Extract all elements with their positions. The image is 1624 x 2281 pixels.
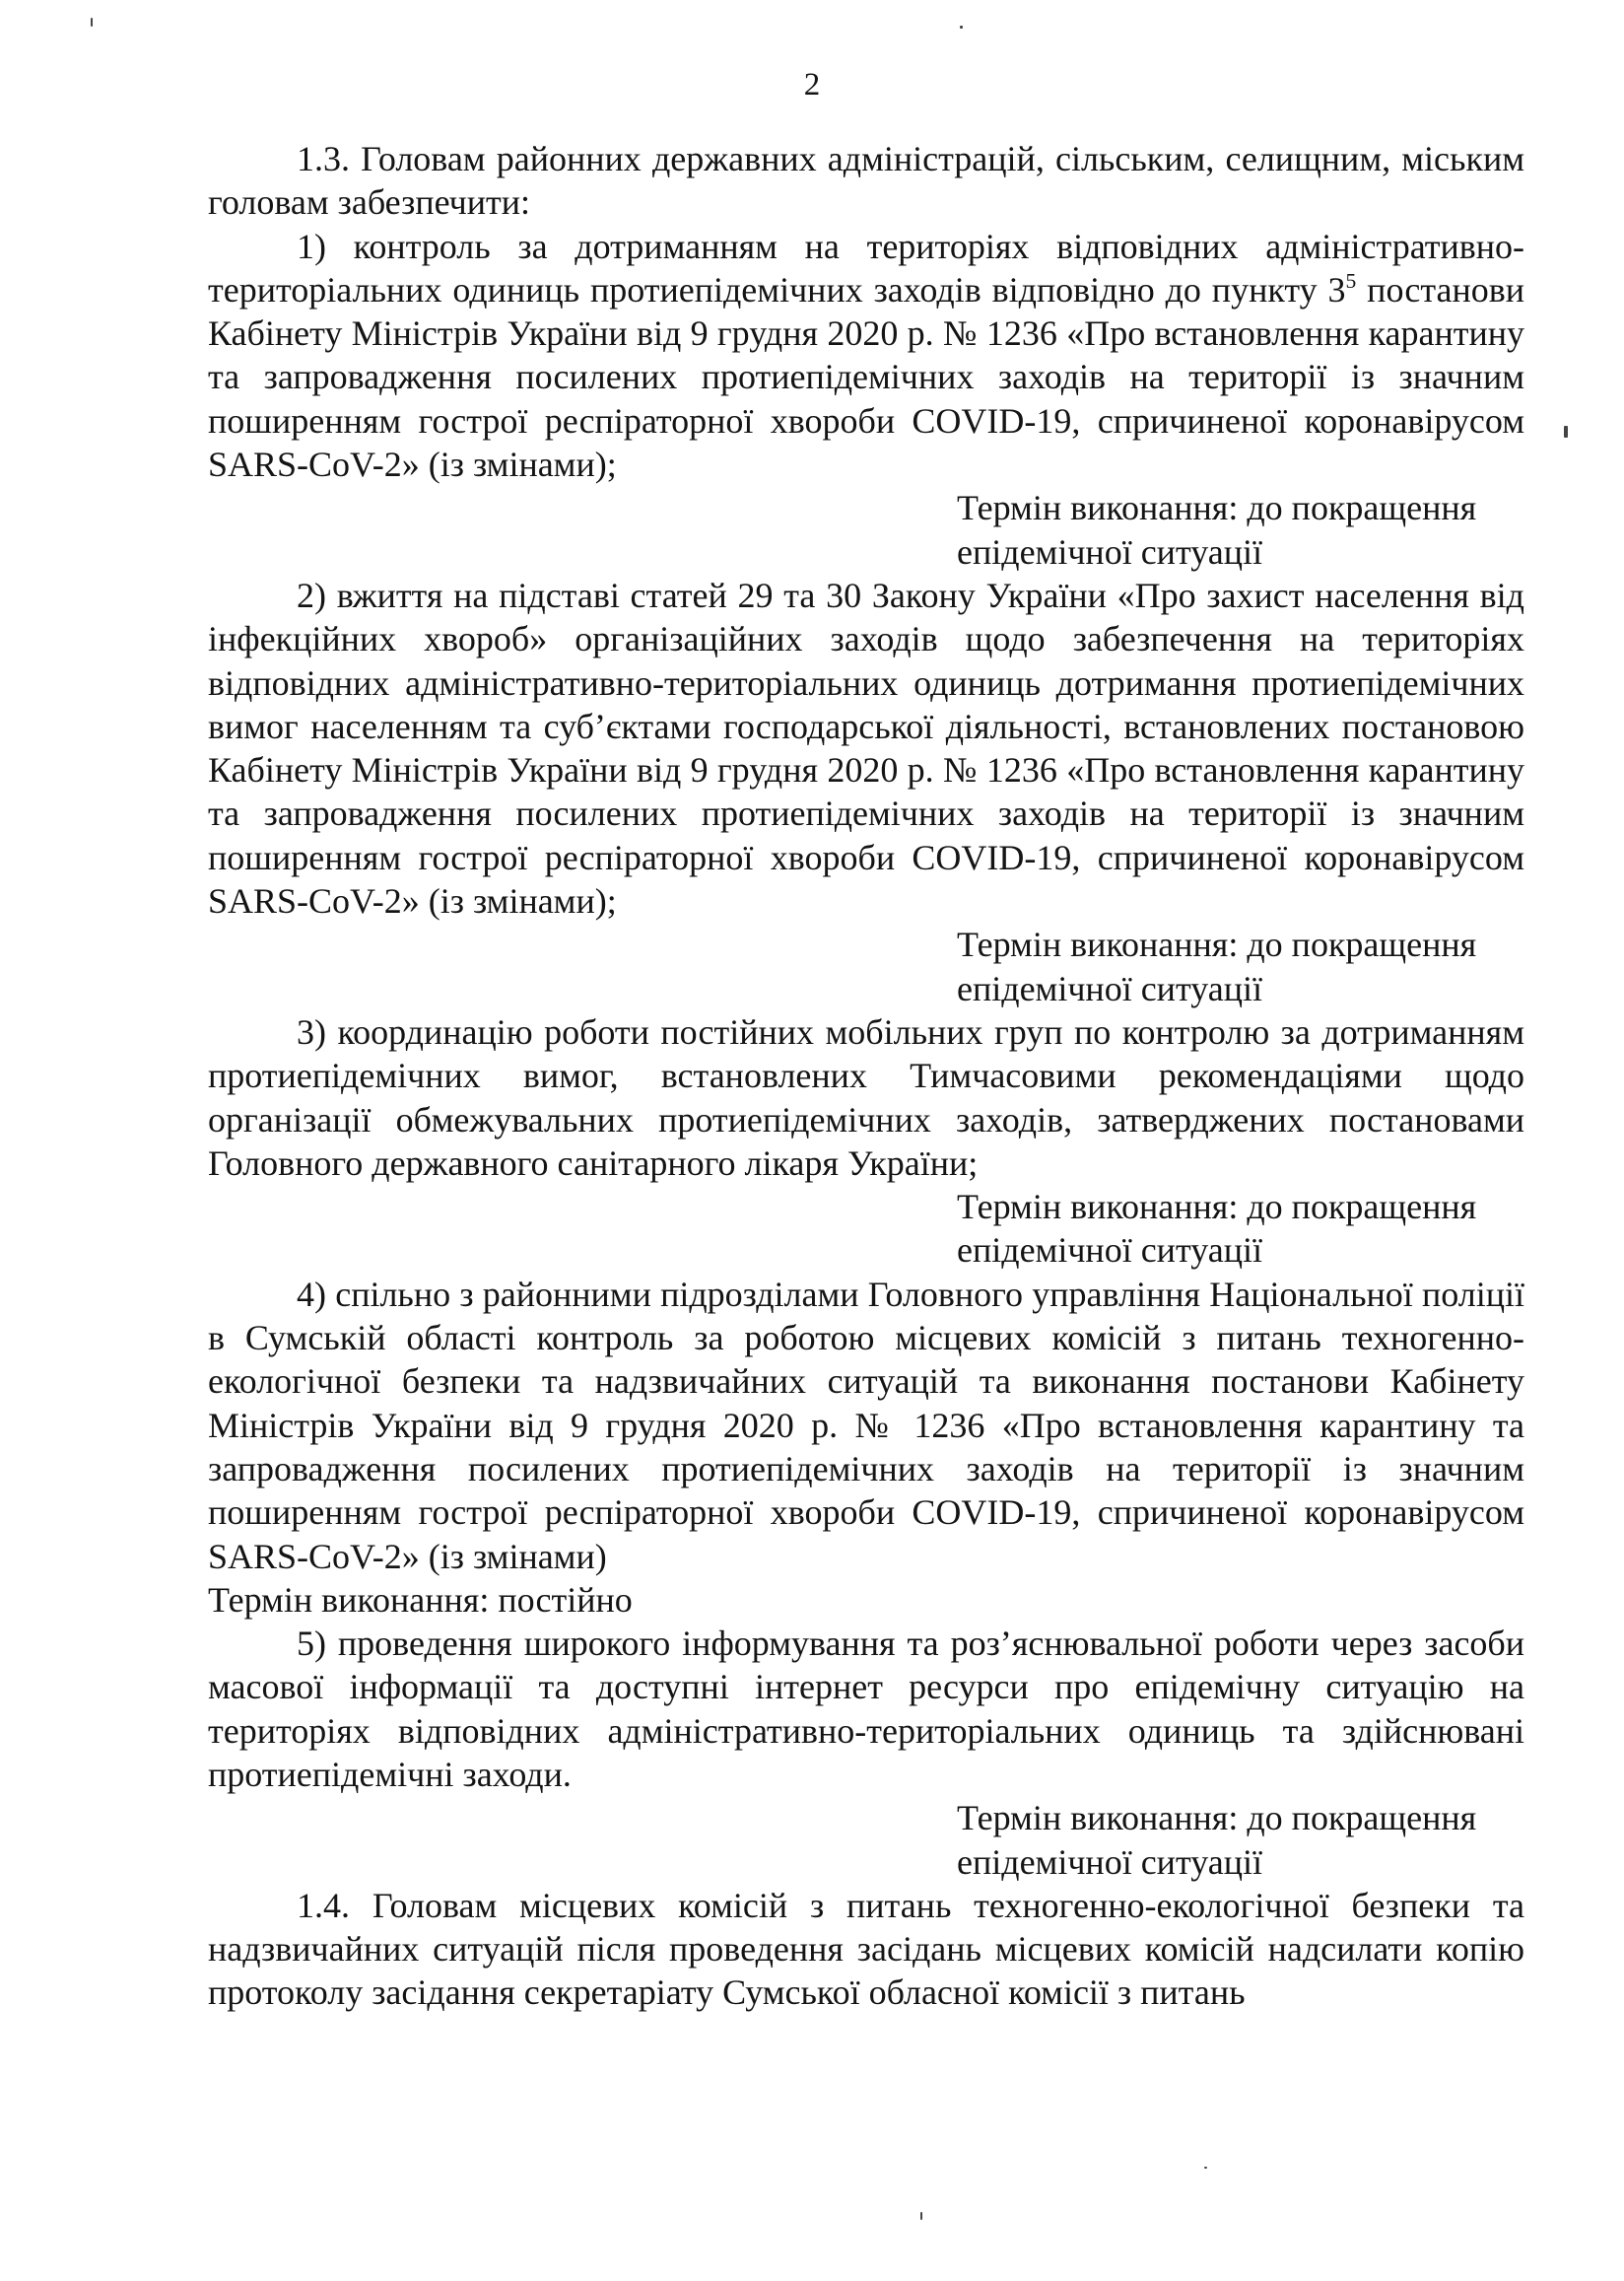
item-1-text-part1: 1) контроль за дотриманням на територіях відповідних адміністративно-територіальних одиниць протиепідемічних заходів відповідно до пункту 3 — [208, 226, 1524, 310]
item-3-deadline: Термін виконання: до покращення — [957, 1187, 1477, 1227]
item-4-deadline: Термін виконання: постійно — [208, 1579, 633, 1620]
item-2-deadline: Термін виконання: до покращення — [957, 925, 1477, 965]
scan-speck — [1204, 2167, 1207, 2169]
item-5-text: 5) проведення широкого інформування та роз’яснювальної роботи через засоби масової інформації та доступні інтернет ресурси про епідемічну ситуацію на територіях відповідних адміністративно-територіальних одиниць та здійснювані протиепідемічні заходи. — [208, 1624, 1524, 1794]
scan-speck — [1564, 426, 1568, 438]
item-1-text — [208, 225, 1524, 487]
item-3-deadline-cont: епідемічної ситуації — [957, 1230, 1262, 1271]
item-3-text: 3) координацію роботи постійних мобільних груп по контролю за дотриманням протиепідемічних вимог, встановлених Тимчасовими рекомендаціями щодо організації обмежувальних протиепідемічних заходів, затверджених постановами Головного державного санітарного лікаря України; — [208, 1011, 1524, 1183]
section-1-4-text: 1.4. Головам місцевих комісій з питань техногенно-екологічної безпеки та надзвичайних ситуацій після проведення засідань місцевих комісій надсилати копію протоколу засідання секретаріату Сумської обласної комісії з питань — [208, 1885, 1524, 2013]
item-2-text: 2) вжиття на підставі статей 29 та 30 Закону України «Про захист населення від інфекційних хвороб» організаційних заходів щодо забезпечення на територіях відповідних адміністративно-територіальних одиниць дотримання протиепідемічних вимог населенням та суб’єктами господарської діяльності, встановлених постановою Кабінету Міністрів України від 9 грудня 2020 р. № 1236 «Про встановлення карантину та запровадження посилених протиепідемічних заходів на території із значним поширенням гострої респіраторної хвороби COVID-19, спричиненої коронавірусом SARS-CoV-2» (із змінами); — [208, 575, 1524, 922]
document-body — [208, 137, 1524, 2015]
item-1-deadline-cont: епідемічної ситуації — [957, 531, 1262, 572]
scan-speck — [960, 26, 963, 29]
section-1-3-heading: 1.3. Головам районних державних адміністрацій, сільським, селищним, міським головам забезпечити: — [208, 139, 1524, 223]
item-4-text: 4) спільно з районними підрозділами Головного управління Національної поліції в Сумській області контроль за роботою місцевих комісій з питань техногенно-екологічної безпеки та надзвичайних ситуацій та виконання постанови Кабінету Міністрів України від 9 грудня 2020 р. № 1236 «Про встановлення карантину та запровадження посилених протиепідемічних заходів на території із значним поширенням гострої респіраторної хвороби COVID-19, спричиненої коронавірусом SARS-CoV-2» (із змінами) — [208, 1274, 1524, 1576]
scan-speck — [920, 2212, 922, 2220]
item-1-deadline: Термін виконання: до покращення — [957, 488, 1477, 528]
scan-speck — [91, 18, 93, 27]
item-2-deadline-cont: епідемічної ситуації — [957, 968, 1262, 1008]
page-number: 2 — [803, 67, 821, 103]
item-1-text-part2: постанови Кабінету Міністрів України від 9 грудня 2020 р. № 1236 «Про встановлення карантину та запровадження посилених протиепідемічних заходів на території із значним поширенням гострої респіраторної хвороби COVID-19, спричиненої коронавірусом SARS-CoV-2» (із змінами); — [208, 269, 1524, 485]
item-5-deadline-cont: епідемічної ситуації — [957, 1841, 1262, 1882]
item-1-superscript: 5 — [1345, 268, 1357, 293]
item-5-deadline: Термін виконання: до покращення — [957, 1798, 1477, 1838]
